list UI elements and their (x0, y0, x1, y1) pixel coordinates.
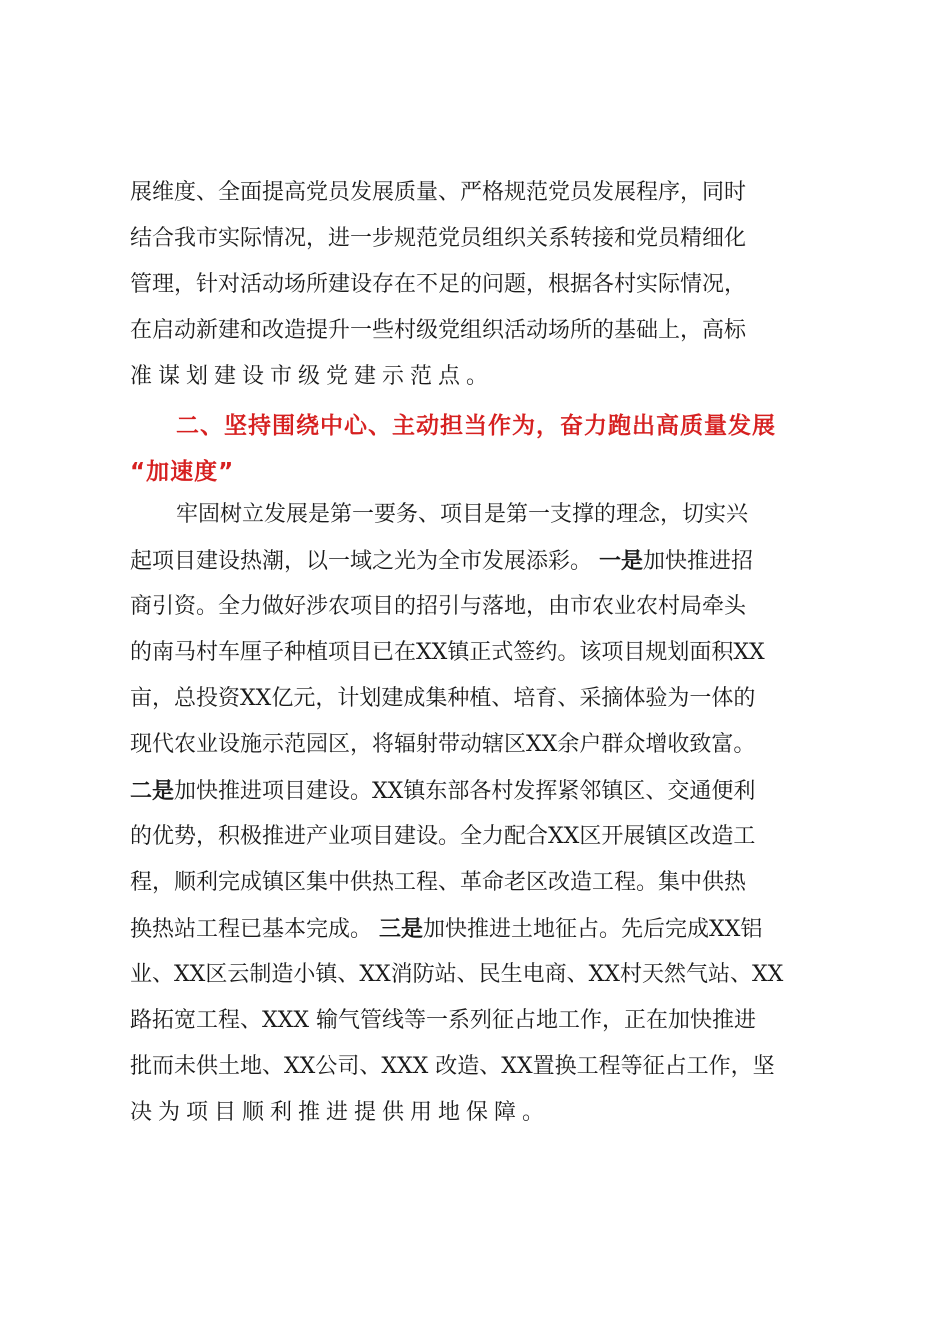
para1-line-1: 展维度、全面提高党员发展质量、严格规范党员发展程序，同时 (130, 180, 747, 205)
lead-third: 三是 (379, 916, 424, 942)
para2-line-10-tail: 加快推进土地征占。先后完成XX铝 (423, 917, 763, 942)
para2-line-13: 批而未供土地、XX公司、XXX 改造、XX置换工程等征占工作，坚 (130, 1054, 775, 1079)
para2-line-1: 牢固树立发展是第一要务、项目是第一支撑的理念，切实兴 (176, 502, 749, 527)
para2-line-2-rest (599, 549, 753, 574)
document-body (130, 170, 830, 1136)
section-heading-line-2: “加速度” (130, 458, 235, 485)
para2-line-4: 的南马村车厘子种植项目已在XX镇正式签约。该项目规划面积XX (130, 640, 765, 665)
para2-line-7-text: 加快推进项目建设。XX镇东部各村发挥紧邻镇区、交通便利 (174, 779, 756, 804)
para2-line-7 (130, 768, 830, 814)
para2-line-10-rest (379, 917, 762, 942)
para1-line-5: 准谋划建设市级党建示范点。 (130, 364, 495, 389)
para2-line-10 (130, 906, 830, 952)
para1-line-4: 在启动新建和改造提升一些村级党组织活动场所的基础上，高标 (130, 318, 747, 343)
para2-line-9: 程，顺利完成镇区集中供热工程、革命老区改造工程。集中供热 (130, 870, 747, 895)
para1-line-2: 结合我市实际情况，进一步规范党员组织关系转接和党员精细化 (130, 226, 747, 251)
para2-line-2-tail: 加快推进招 (643, 549, 754, 574)
para2-line-2-text: 起项目建设热潮，以一域之光为全市发展添彩。 (130, 549, 593, 574)
para2-line-8: 的优势，积极推进产业项目建设。全力配合XX区开展镇区改造工 (130, 824, 756, 849)
para2-line-6: 现代农业设施示范园区，将辐射带动辖区XX余户群众增收致富。 (130, 732, 756, 757)
para2-line-14: 决为项目顺利推进提供用地保障。 (130, 1100, 551, 1125)
para1-line-3: 管理，针对活动场所建设存在不足的问题，根据各村实际情况， (130, 272, 747, 297)
lead-second: 二是 (130, 778, 175, 804)
para2-line-11: 业、XX区云制造小镇、XX消防站、民生电商、XX村天然气站、XX (130, 962, 784, 987)
lead-first: 一是 (599, 548, 644, 574)
para2-line-2 (130, 538, 830, 584)
para2-line-5: 亩，总投资XX亿元，计划建成集种植、培育、采摘体验为一体的 (130, 686, 756, 711)
para2-line-10-text: 换热站工程已基本完成。 (130, 917, 373, 942)
section-heading-line-1: 二、坚持围绕中心、主动担当作为，奋力跑出高质量发展 (176, 412, 776, 439)
para2-line-3: 商引资。全力做好涉农项目的招引与落地，由市农业农村局牵头 (130, 594, 747, 619)
para2-line-12: 路拓宽工程、XXX 输气管线等一系列征占地工作，正在加快推进 (130, 1008, 756, 1033)
